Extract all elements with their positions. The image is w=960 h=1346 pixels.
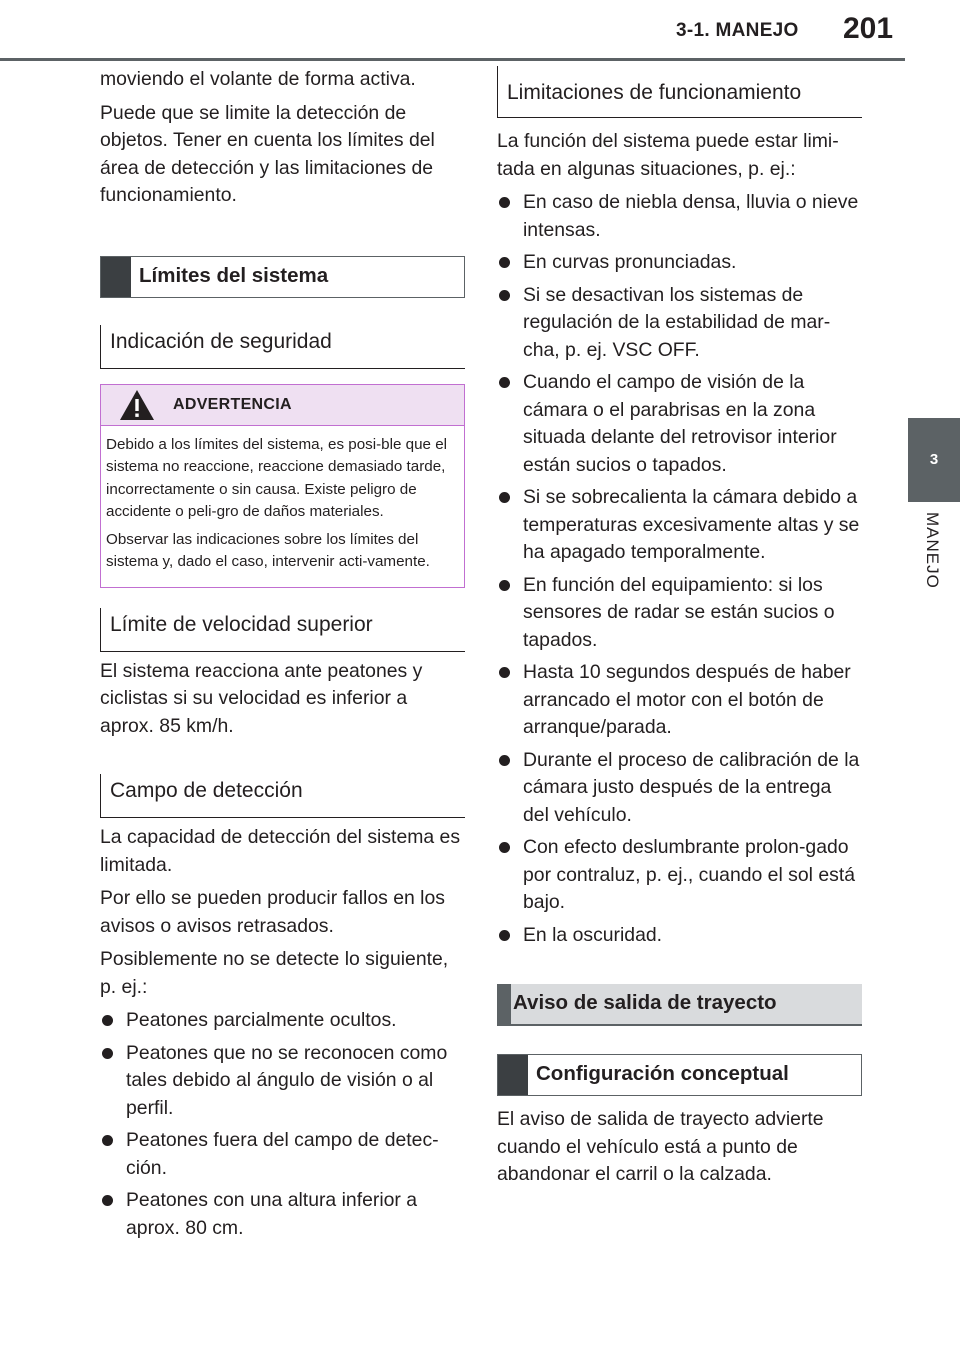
chapter-tab: 3 bbox=[908, 418, 960, 502]
lane-departure-heading-text: Aviso de salida de trayecto bbox=[513, 991, 777, 1014]
concept-heading-text: Configuración conceptual bbox=[536, 1062, 789, 1085]
detection-paragraph: Por ello se pueden producir fallos en los avisos o avisos retrasados. bbox=[100, 887, 445, 937]
list-item bbox=[497, 249, 862, 277]
bullet-icon bbox=[499, 755, 510, 766]
speed-heading bbox=[100, 608, 465, 652]
chapter-label: MANEJO bbox=[923, 512, 942, 589]
list-item bbox=[100, 1127, 465, 1182]
list-item bbox=[100, 1040, 465, 1123]
safety-heading-text: Indicación de seguridad bbox=[110, 329, 332, 353]
limits-heading-text: Límites del sistema bbox=[139, 263, 329, 287]
list-item bbox=[497, 484, 862, 567]
list-item-text: Durante el proceso de calibración de la cámara justo después de la entrega del vehículo. bbox=[523, 748, 860, 826]
heading-block bbox=[101, 257, 131, 297]
limitations-list bbox=[497, 189, 862, 949]
section-label: 3-1. MANEJO bbox=[676, 20, 799, 41]
detection-paragraph: La capacidad de detección del sistema es limitada. bbox=[100, 826, 461, 876]
warning-paragraph: Debido a los límites del sistema, es posi-ble que el sistema no reaccione, reaccione demasiado tarde, incorrectamente o sin causa. Existe peligro de accidente o peli-gro de daños materiales. bbox=[106, 435, 448, 520]
list-item bbox=[497, 922, 862, 950]
limits-heading bbox=[100, 256, 465, 298]
bullet-icon bbox=[499, 257, 510, 268]
speed-heading-text: Límite de velocidad superior bbox=[110, 612, 373, 636]
heading-block bbox=[498, 1055, 528, 1095]
intro-paragraph: moviendo el volante de forma activa. bbox=[100, 68, 416, 90]
list-item bbox=[100, 1007, 465, 1035]
bullet-icon bbox=[499, 930, 510, 941]
intro-paragraph: Puede que se limite la detección de objetos. Tener en cuenta los límites del área de detección y las limitaciones de funcionamiento. bbox=[100, 101, 435, 206]
list-item bbox=[497, 572, 862, 655]
bullet-icon bbox=[499, 580, 510, 591]
list-item-text: Peatones parcialmente ocultos. bbox=[126, 1009, 397, 1031]
bullet-icon bbox=[499, 667, 510, 678]
detection-heading bbox=[100, 774, 465, 818]
list-item bbox=[497, 834, 862, 917]
list-item bbox=[497, 659, 862, 742]
warning-body bbox=[101, 426, 464, 587]
detection-heading-text: Campo de detección bbox=[110, 779, 303, 802]
warning-triangle-icon bbox=[119, 389, 155, 421]
list-item-text: Peatones fuera del campo de detec-ción. bbox=[126, 1129, 439, 1179]
warning-paragraph: Observar las indicaciones sobre los límites del sistema y, dado el caso, intervenir acti-vamente. bbox=[106, 530, 430, 570]
list-item-text: En curvas pronunciadas. bbox=[523, 251, 737, 273]
concept-heading bbox=[497, 1054, 862, 1096]
concept-paragraph: El aviso de salida de trayecto advierte cuando el vehículo está a punto de abandonar el carril o la calzada. bbox=[497, 1108, 824, 1185]
bullet-icon bbox=[102, 1048, 113, 1059]
list-item-text: Si se desactivan los sistemas de regulación de la estabilidad de mar-cha, p. ej. VSC OFF. bbox=[523, 283, 831, 361]
limitations-intro: La función del sistema puede estar limi-tada en algunas situaciones, p. ej.: bbox=[497, 130, 839, 180]
bullet-icon bbox=[499, 197, 510, 208]
page-number: 201 bbox=[843, 12, 894, 45]
bullet-icon bbox=[102, 1195, 113, 1206]
limitations-heading bbox=[497, 66, 862, 118]
list-item bbox=[100, 1187, 465, 1242]
list-item-text: Peatones con una altura inferior a aprox. 80 cm. bbox=[126, 1189, 418, 1239]
bullet-icon bbox=[102, 1135, 113, 1146]
bullet-icon bbox=[102, 1015, 113, 1026]
list-item bbox=[497, 189, 862, 244]
list-item-text: Con efecto deslumbrante prolon-gado por contraluz, p. ej., cuando el sol está bajo. bbox=[523, 836, 855, 913]
bullet-icon bbox=[499, 377, 510, 388]
header-rule bbox=[0, 58, 905, 61]
warning-header bbox=[101, 385, 464, 426]
list-item bbox=[497, 747, 862, 830]
warning-box bbox=[100, 384, 465, 588]
list-item-text: Si se sobrecalienta la cámara debido a temperaturas excesivamente altas y se ha apagado temporalmente. bbox=[523, 486, 860, 563]
list-item-text: En función del equipamiento: si los sensores de radar se están sucios o tapados. bbox=[523, 573, 835, 651]
list-item-text: Hasta 10 segundos después de haber arrancado el motor con el botón de arranque/parada. bbox=[523, 661, 851, 738]
list-item-text: En caso de niebla densa, lluvia o nieve intensas. bbox=[523, 191, 859, 241]
list-item-text: En la oscuridad. bbox=[523, 923, 663, 946]
detection-paragraph: Posiblemente no se detecte lo siguiente, p. ej.: bbox=[100, 948, 449, 998]
detection-list bbox=[100, 1007, 465, 1242]
left-column bbox=[100, 66, 465, 1247]
list-item-text: Cuando el campo de visión de la cámara o el parabrisas en la zona situada delante del retrovisor interior están sucios o tapados. bbox=[523, 371, 837, 476]
list-item-text: Peatones que no se reconocen como tales debido al ángulo de visión o al perfil. bbox=[126, 1041, 448, 1119]
heading-block bbox=[497, 984, 511, 1024]
warning-title: ADVERTENCIA bbox=[173, 395, 292, 413]
bullet-icon bbox=[499, 290, 510, 301]
right-column bbox=[497, 66, 862, 1195]
bullet-icon bbox=[499, 492, 510, 503]
bullet-icon bbox=[499, 842, 510, 853]
list-item bbox=[497, 369, 862, 479]
speed-paragraph: El sistema reacciona ante peatones y ciclistas si su velocidad es inferior a aprox. 85 km/h. bbox=[100, 659, 423, 737]
safety-heading bbox=[100, 325, 465, 369]
list-item bbox=[497, 282, 862, 365]
lane-departure-heading bbox=[497, 984, 862, 1026]
limitations-heading-text: Limitaciones de funcionamiento bbox=[507, 81, 802, 104]
